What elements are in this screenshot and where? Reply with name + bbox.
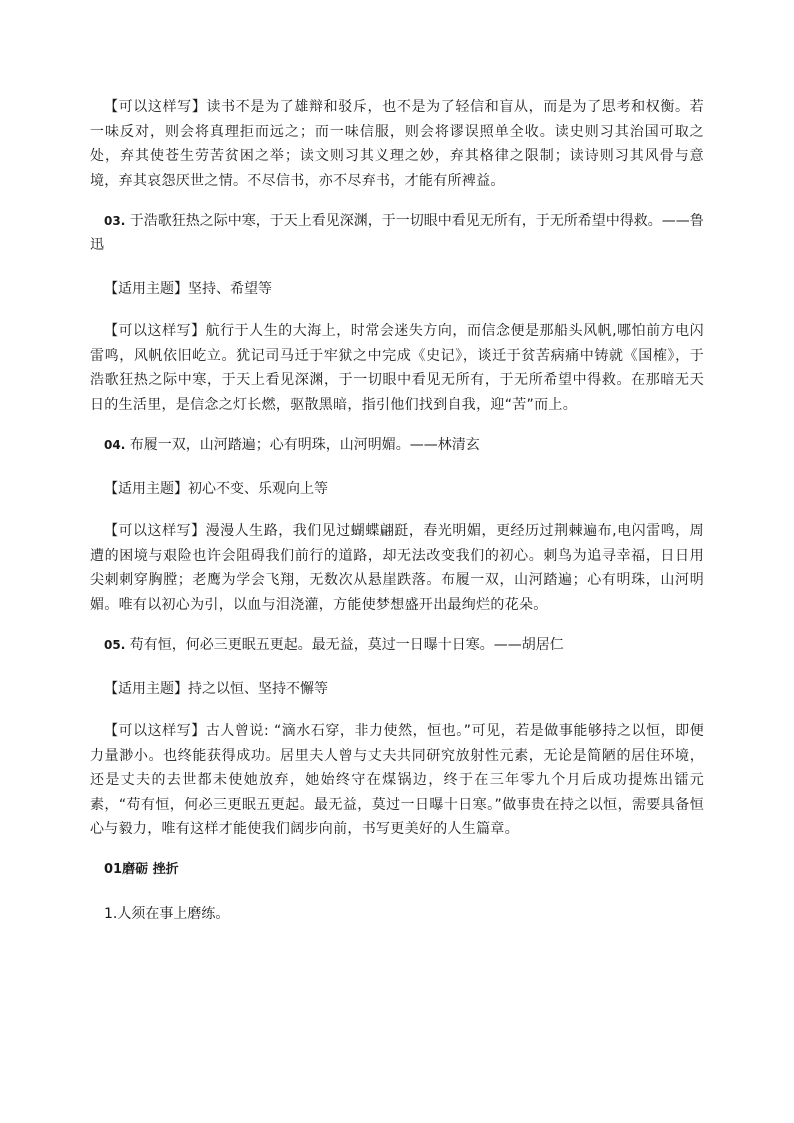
paragraph-belief: 【可以这样写】航行于人生的大海上，时常会迷失方向，而信念便是那船头风帆,哪怕前方电闪雷鸣，风帆依旧屹立。犹记司马迁于牢狱之中完成《史记》，谈迁于贫苦病痛中铸就《国榷》，于浩歌狂热之际中寒，于天上看见深渊，于一切眼中看见无所有，于无所希望中得救。在那暗无天日的生活里，是信念之灯长燃，驱散黑暗，指引他们找到自我，迎“苦”而上。 (90, 323, 704, 413)
quote-text: 布履一双，山河踏遍；心有明珠，山河明媚。——林清玄 (125, 437, 480, 453)
subsection-heading: 1.人须在事上磨练。 (104, 905, 230, 922)
quote-text: 苟有恒，何必三更眠五更起。最无益，莫过一日曝十日寒。——胡居仁 (125, 637, 564, 653)
quote-05 (90, 633, 704, 657)
paragraph-perseverance: 【可以这样写】古人曾说: “滴水石穿，非力使然，恒也。”可见，若是做事能够持之以恒，即便力量渺小。也终能获得成功。居里夫人曾与丈夫共同研究放射性元素，无论是简陋的居住环境，还是丈夫的去世都未使她放弃，她始终守在煤锅边，终于在三年零九个月后成功提炼出镭元素，“苟有恒，何必三更眠五更起。最无益，莫过一日曝十日寒。”做事贵在持之以恒，需要具备恒心与毅力，唯有这样才能使我们阔步向前，书写更美好的人生篇章。 (90, 723, 704, 837)
quote-04 (90, 433, 704, 457)
document-body (90, 95, 704, 946)
paragraph-original-intention: 【可以这样写】漫漫人生路，我们见过蝴蝶翩跹，春光明媚，更经历过荆棘遍布,电闪雷鸣，周遭的困境与艰险也许会阻碍我们前行的道路，却无法改变我们的初心。刺鸟为追寻幸福，日日用尖刺刺穿胸膛；老鹰为学会飞翔，无数次从悬崖跌落。布履一双，山河踏遍；心有明珠，山河明媚。唯有以初心为引，以血与泪浇灌，方能使梦想盛开出最绚烂的花朵。 (90, 523, 704, 613)
theme-05: 【适用主题】持之以恒、坚持不懈等 (104, 681, 328, 697)
theme-04: 【适用主题】初心不变、乐观向上等 (104, 481, 328, 497)
quote-number: 04. (104, 438, 126, 452)
quote-number: 03. (104, 214, 126, 228)
paragraph-reading-books: 【可以这样写】读书不是为了雄辩和驳斥，也不是为了轻信和盲从，而是为了思考和权衡。若一味反对，则会将真理拒而远之；而一味信服，则会将谬误照单全收。读史则习其治国可取之处，弃其使苍生劳苦贫困之举；读文则习其义理之妙，弃其格律之限制；读诗则习其风骨与意境，弃其哀怨厌世之情。不尽信书，亦不尽弃书，才能有所裨益。 (90, 99, 704, 189)
quote-text: 于浩歌狂热之际中寒，于天上看见深渊，于一切眼中看见无所有，于无所希望中得救。——鲁迅 (90, 213, 704, 253)
section-heading: 01磨砺 挫折 (104, 861, 179, 877)
quote-number: 05. (104, 638, 126, 652)
theme-03: 【适用主题】坚持、希望等 (104, 281, 272, 297)
quote-03 (90, 209, 704, 257)
